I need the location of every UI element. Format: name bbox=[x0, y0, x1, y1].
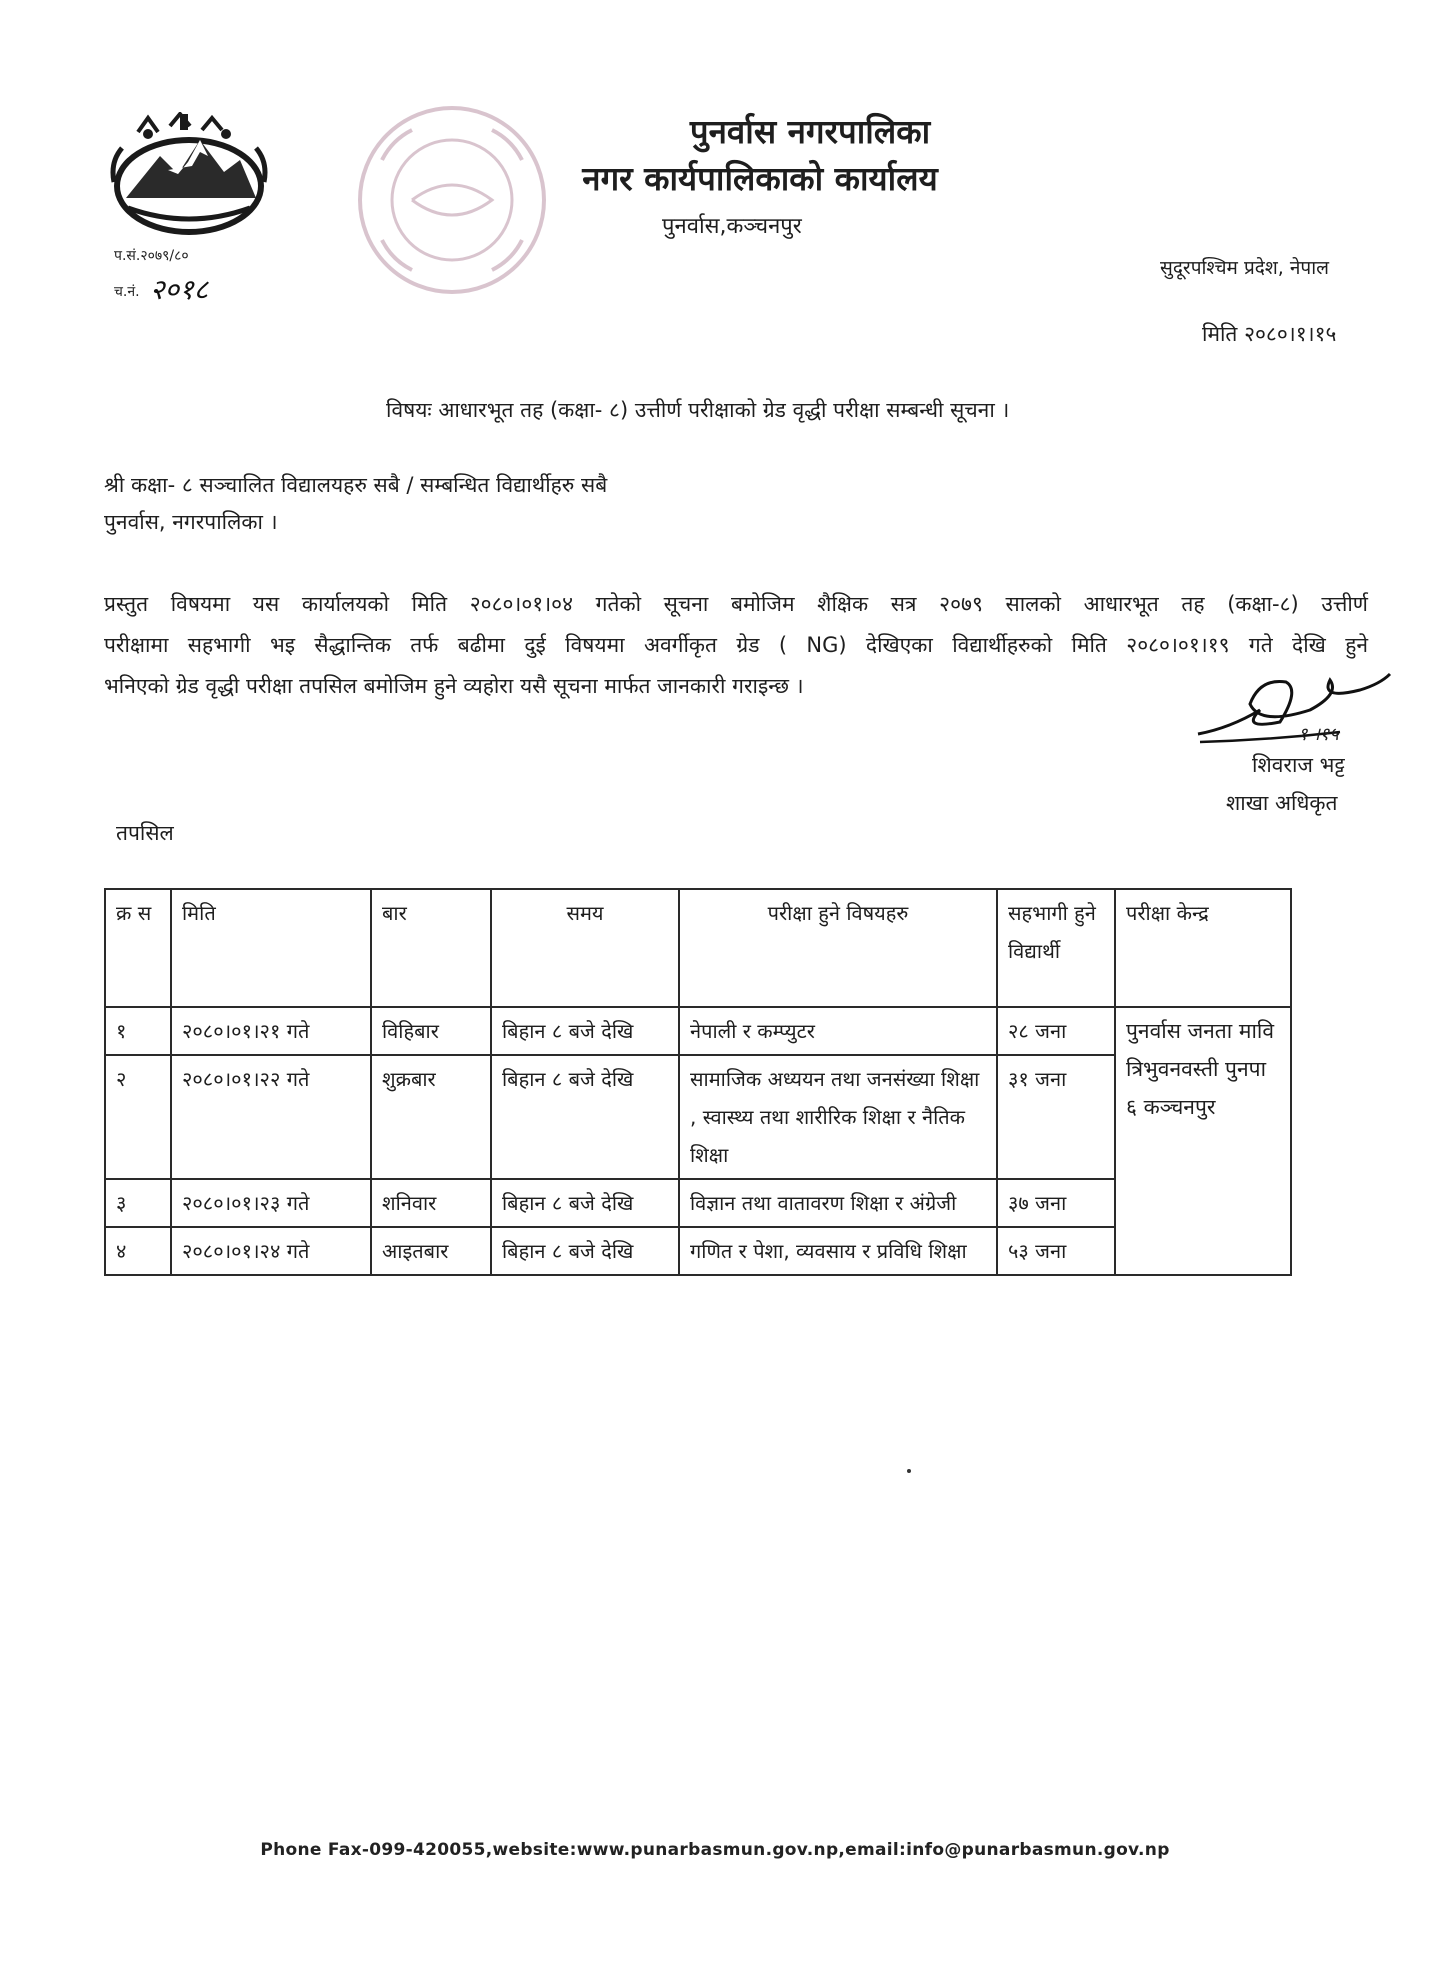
municipality-name: पुनर्वास नगरपालिका bbox=[689, 112, 931, 151]
office-stamp-icon bbox=[352, 100, 552, 300]
row-day: विहिबार bbox=[371, 1007, 491, 1055]
fiscal-reference: प.सं.२०७९/८० bbox=[114, 248, 189, 264]
dispatch-number: २०१८ bbox=[150, 273, 209, 306]
row-participants: २८ जना bbox=[997, 1007, 1115, 1055]
signatory-name: शिवराज भट्ट bbox=[1252, 753, 1345, 777]
notice-body-line-2: परीक्षामा सहभागी भइ सैद्धान्तिक तर्फ बढीमा दुई विषयमा अवर्गीकृत ग्रेड ( NG) देखिएका विद्यार्थीहरुको मिति २०८०।०१।१९ गते देखि हुने bbox=[104, 633, 1368, 657]
exam-center: पुनर्वास जनता मावि त्रिभुवनवस्ती पुनपा ६ कञ्चनपुर bbox=[1115, 1007, 1291, 1275]
row-participants: ३१ जना bbox=[997, 1055, 1115, 1179]
row-subjects: विज्ञान तथा वातावरण शिक्षा र अंग्रेजी bbox=[679, 1179, 997, 1227]
dispatch-label: च.नं. bbox=[114, 284, 140, 300]
row-date: २०८०।०१।२२ गते bbox=[171, 1055, 371, 1179]
row-serial: १ bbox=[105, 1007, 171, 1055]
row-date: २०८०।०१।२४ गते bbox=[171, 1227, 371, 1275]
row-participants: ३७ जना bbox=[997, 1179, 1115, 1227]
nepal-emblem-icon bbox=[108, 112, 270, 240]
office-name: नगर कार्यपालिकाको कार्यालय bbox=[582, 159, 938, 198]
row-date: २०८०।०१।२३ गते bbox=[171, 1179, 371, 1227]
stray-mark bbox=[907, 1469, 911, 1473]
row-time: बिहान ८ बजे देखि bbox=[491, 1179, 679, 1227]
row-participants: ५३ जना bbox=[997, 1227, 1115, 1275]
notice-body-line-3: भनिएको ग्रेड वृद्धी परीक्षा तपसिल बमोजिम हुने व्यहोरा यसै सूचना मार्फत जानकारी गराइन्छ । bbox=[104, 674, 804, 698]
row-day: शुक्रबार bbox=[371, 1055, 491, 1179]
office-address: पुनर्वास,कञ्चनपुर bbox=[662, 214, 802, 239]
signature-date: १ ।१५ bbox=[1298, 724, 1339, 745]
recipient-line-1: श्री कक्षा- ८ सञ्चालित विद्यालयहरु सबै / सम्बन्धित विद्यार्थीहरु सबै bbox=[104, 473, 608, 497]
exam-schedule-table bbox=[104, 888, 1292, 1276]
col-header-center: परीक्षा केन्द्र bbox=[1115, 889, 1291, 1007]
row-time: बिहान ८ बजे देखि bbox=[491, 1055, 679, 1179]
col-header-participants: सहभागी हुने विद्यार्थी bbox=[997, 889, 1115, 1007]
row-time: बिहान ८ बजे देखि bbox=[491, 1007, 679, 1055]
table-header-row bbox=[105, 889, 1291, 1007]
row-day: शनिवार bbox=[371, 1179, 491, 1227]
row-serial: २ bbox=[105, 1055, 171, 1179]
row-subjects: सामाजिक अध्ययन तथा जनसंख्या शिक्षा , स्वास्थ्य तथा शारीरिक शिक्षा र नैतिक शिक्षा bbox=[679, 1055, 997, 1179]
col-header-serial: क्र स bbox=[105, 889, 171, 1007]
signatory-title: शाखा अधिकृत bbox=[1226, 791, 1338, 815]
col-header-subjects: परीक्षा हुने विषयहरु bbox=[679, 889, 997, 1007]
col-header-date: मिति bbox=[171, 889, 371, 1007]
notice-subject: विषयः आधारभूत तह (कक्षा- ८) उत्तीर्ण परीक्षाको ग्रेड वृद्धी परीक्षा सम्बन्धी सूचना । bbox=[386, 398, 1010, 422]
schedule-label: तपसिल bbox=[116, 821, 174, 845]
row-subjects: नेपाली र कम्प्युटर bbox=[679, 1007, 997, 1055]
col-header-day: बार bbox=[371, 889, 491, 1007]
signature-icon bbox=[1190, 670, 1400, 750]
notice-date: मिति २०८०।१।१५ bbox=[1202, 322, 1337, 346]
row-date: २०८०।०१।२१ गते bbox=[171, 1007, 371, 1055]
notice-body-line-1: प्रस्तुत विषयमा यस कार्यालयको मिति २०८०।०१।०४ गतेको सूचना बमोजिम शैक्षिक सत्र २०७९ सालको आधारभूत तह (कक्षा-८) उत्तीर्ण bbox=[104, 592, 1368, 616]
row-serial: ४ bbox=[105, 1227, 171, 1275]
row-serial: ३ bbox=[105, 1179, 171, 1227]
table-row bbox=[105, 1227, 1291, 1275]
table-row bbox=[105, 1007, 1291, 1055]
row-day: आइतबार bbox=[371, 1227, 491, 1275]
province-name: सुदूरपश्चिम प्रदेश, नेपाल bbox=[1160, 257, 1329, 279]
recipient-line-2: पुनर्वास, नगरपालिका । bbox=[104, 510, 278, 534]
footer-contact: Phone Fax-099-420055,website:www.punarbasmun.gov.np,email:info@punarbasmun.gov.np bbox=[260, 1840, 1170, 1860]
row-subjects: गणित र पेशा, व्यवसाय र प्रविधि शिक्षा bbox=[679, 1227, 997, 1275]
col-header-time: समय bbox=[491, 889, 679, 1007]
table-row bbox=[105, 1179, 1291, 1227]
table-row bbox=[105, 1055, 1291, 1179]
row-time: बिहान ८ बजे देखि bbox=[491, 1227, 679, 1275]
